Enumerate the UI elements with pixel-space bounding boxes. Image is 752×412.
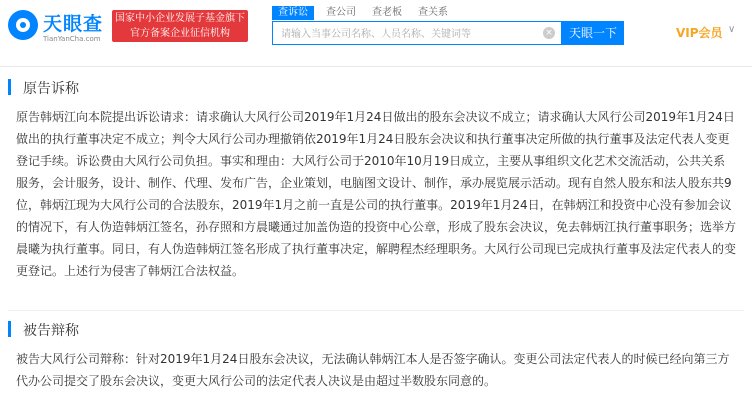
eye-logo-icon — [8, 10, 38, 40]
badge-line-2: 官方备案企业征信机构 — [130, 28, 230, 39]
tab-company[interactable]: 查公司 — [326, 7, 356, 18]
defendant-section — [8, 318, 744, 392]
tab-relation[interactable]: 查关系 — [418, 7, 448, 18]
top-header — [0, 0, 752, 67]
official-badge — [112, 10, 248, 42]
section-body: 被告大风行公司辩称：针对2019年1月24日股东会决议，无法确认韩炳江本人是否签字确认。变更公司法定代表人的时候已经向第三方代办公司提交了股东会决议，变更大风行公司的法定代表人决议是由超过半数股东同意的。 — [16, 352, 730, 388]
section-header — [8, 76, 744, 98]
search-box — [272, 21, 562, 45]
chevron-down-icon[interactable]: ∨ — [728, 24, 736, 35]
badge-line-1: 国家中小企业发展子基金旗下 — [115, 13, 245, 24]
clear-icon[interactable]: × — [543, 27, 555, 39]
search-button[interactable]: 天眼一下 — [562, 21, 624, 45]
section-header — [8, 318, 744, 340]
logo-text: 天眼查 — [43, 13, 104, 35]
section-body: 原告韩炳江向本院提出诉讼请求：请求确认大风行公司2019年1月24日做出的股东会决议不成立；请求确认大风行公司2019年1月24日做出的执行董事决定不成立；判令大风行公司办理撤销依2019年1月24日股东会决议和执行董事决定所做的执行董事及法定代表人变更登记手续。诉讼费由大风行公司负担。事实和理由：大风行公司于2010年10月19日成立，主要从事组织文化艺术交流活动，公共关系服务，会计服务，设计、制作、代理、发布广告，企业策划，电脑图文设计、制作，承办展览展示活动。现有自然人股东和法人股东共9位，韩炳江现为大风行公司的合法股东，2019年1月之前一直是公司的执行董事。2019年1月24日，在韩炳江和投资中心没有参加会议的情况下，有人伪造韩炳江签名，孙存照和方晨曦通过加盖伪造的投资中心公章，形成了股东会决议，免去韩炳江执行董事职务；选举方晨曦为执行董事。同日，有人伪造韩炳江签名形成了执行董事决定，解聘程杰经理职务。大风行公司现已完成执行董事及法定代表人的变更登记。上述行为侵害了韩炳江合法权益。 — [16, 110, 737, 278]
search-input[interactable] — [273, 24, 539, 46]
plaintiff-section — [8, 76, 744, 282]
logo-domain: TianYanCha.com — [43, 35, 101, 43]
section-title: 原告诉称 — [23, 81, 79, 97]
section-title: 被告辩称 — [23, 323, 79, 339]
site-logo[interactable] — [8, 8, 108, 48]
section-marker — [8, 79, 11, 95]
section-divider — [8, 310, 744, 311]
vip-link[interactable]: VIP会员 — [676, 26, 723, 40]
section-marker — [8, 321, 11, 337]
tab-boss[interactable]: 查老板 — [372, 7, 402, 18]
tab-lawsuit[interactable]: 查诉讼 — [272, 6, 314, 20]
